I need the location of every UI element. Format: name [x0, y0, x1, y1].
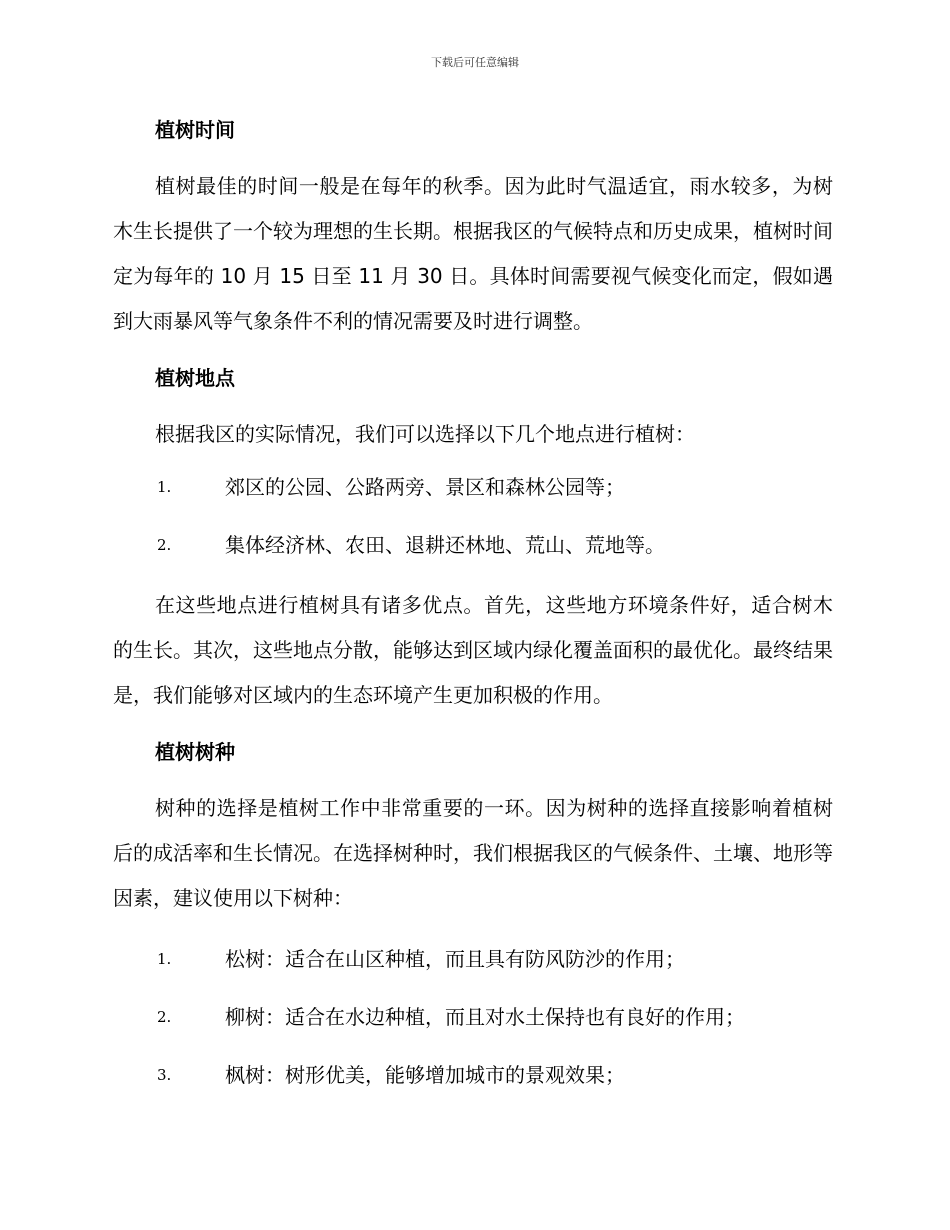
list-number: 2. [157, 536, 172, 554]
section-heading-time: 植树时间 [155, 118, 235, 142]
list-item-text: 郊区的公园、公路两旁、景区和森林公园等； [225, 475, 625, 499]
list-number: 1. [157, 478, 172, 496]
paragraph-location-advantages: 在这些地点进行植树具有诸多优点。首先，这些地方环境条件好，适合树木的生长。其次，这些地点分散，能够达到区域内绿化覆盖面积的最优化。最终结果是，我们能够对区域内的生态环境产生更加积极的作用。 [113, 593, 833, 707]
section-heading-species: 植树树种 [155, 740, 235, 764]
list-number: 2. [157, 1008, 172, 1026]
paragraph-time: 植树最佳的时间一般是在每年的秋季。因为此时气温适宜，雨水较多，为树木生长提供了一个较为理想的生长期。根据我区的气候特点和历史成果，植树时间定为每年的 10 月 15 日至 11 月 30 日。具体时间需要视气候变化而定，假如遇到大雨暴风等气象条件不利的情况需要及时进行调整。 [113, 174, 833, 333]
list-item [113, 1003, 833, 1031]
list-item [113, 531, 833, 559]
list-item [113, 473, 833, 501]
list-item-text: 集体经济林、农田、退耕还林地、荒山、荒地等。 [225, 533, 665, 557]
paragraph-species: 树种的选择是植树工作中非常重要的一环。因为树种的选择直接影响着植树后的成活率和生长情况。在选择树种时，我们根据我区的气候条件、土壤、地形等因素，建议使用以下树种： [113, 796, 833, 910]
list-item-text: 柳树：适合在水边种植，而且对水土保持也有良好的作用； [225, 1005, 745, 1029]
paragraph-location-intro: 根据我区的实际情况，我们可以选择以下几个地点进行植树： [155, 422, 695, 446]
header-note: 下载后可任意编辑 [431, 56, 519, 69]
document-body [113, 110, 833, 1089]
list-item-text: 枫树：树形优美，能够增加城市的景观效果； [225, 1063, 625, 1087]
section-heading-location: 植树地点 [155, 366, 235, 390]
list-item [113, 945, 833, 973]
list-number: 1. [157, 950, 172, 968]
list-item-text: 松树：适合在山区种植，而且具有防风防沙的作用； [225, 947, 685, 971]
list-number: 3. [157, 1066, 172, 1084]
list-item [113, 1061, 833, 1089]
